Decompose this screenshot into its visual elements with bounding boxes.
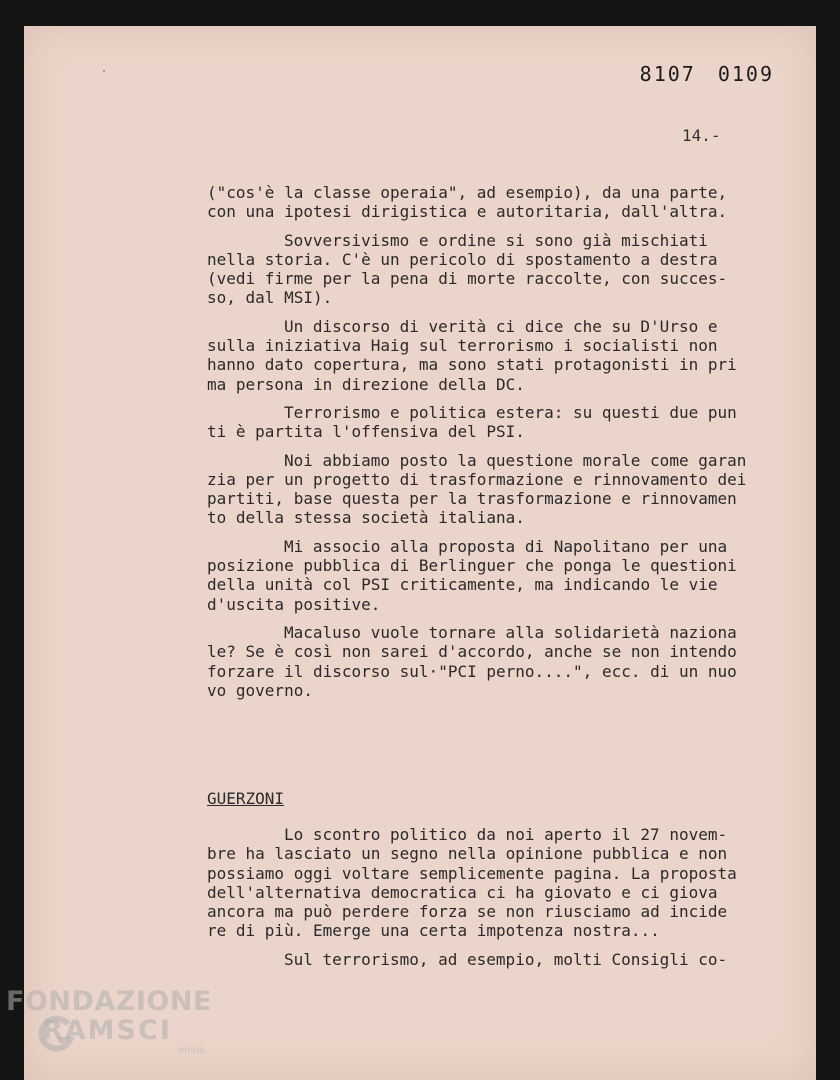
text-line: Un discorso di verità ci dice che su D'Urso e [284,316,718,336]
paragraph [207,231,747,308]
page-number: 14.- [682,126,721,145]
text-line: bre ha lasciato un segno nella opinione pubblica e non [207,844,728,864]
text-line: della unità col PSI criticamente, ma indicando le vie [207,575,718,595]
paragraph [207,317,747,394]
archive-stamp [640,62,774,86]
text-line: Lo scontro politico da noi aperto il 27 novem- [284,825,728,844]
text-line: con una ipotesi dirigistica e autoritaria, dall'altra. [207,202,728,222]
text-line: so, dal MSI). [207,288,333,308]
text-line: to della stessa società italiana. [207,508,525,528]
speaker-heading: GUERZONI [207,789,285,808]
text-line: le? Se è così non sarei d'accordo, anche se non intendo [207,642,737,662]
text-line: vo governo. [207,680,313,700]
text-line: Mi associo alla proposta di Napolitano per una [284,536,728,556]
text-line: ti è partita l'offensiva del PSI. [207,422,525,442]
text-line: Terrorismo e politica estera: su questi due pun [284,402,737,422]
stamp-left: 8107 [639,62,696,86]
text-line: ancora ma può perdere forza se non riusciamo ad incide [207,902,728,922]
body-text-top [207,183,747,709]
text-line: zia per un progetto di trasformazione e rinnovamento dei [207,469,747,489]
text-line: forzare il discorso sul·"PCI perno....", ecc. di un nuo [207,661,737,681]
text-line: posizione pubblica di Berlinguer che ponga le questioni [207,556,737,576]
logo-line-3: onlus [178,1045,205,1056]
text-line: Macaluso vuole tornare alla solidarietà naziona [284,622,737,642]
paragraph [207,950,747,969]
text-line: nella storia. C'è un pericolo di spostamento a destra [207,249,718,269]
text-line: Noi abbiamo posto la questione morale come garan [284,450,747,470]
paragraph [207,623,747,700]
text-line: d'uscita positive. [207,594,381,614]
fondazione-gramsci-logo [6,986,212,1056]
paragraph [207,183,747,222]
text-line: Sul terrorismo, ad esempio, molti Consigli co- [284,949,728,969]
text-line: hanno dato copertura, ma sono stati protagonisti in pri [207,355,737,375]
logo-line-1: FONDAZIONE [6,986,212,1017]
paper-speck [103,70,105,72]
text-line: sulla iniziativa Haig sul terrorismo i socialisti non [207,336,718,356]
paragraph [207,825,747,941]
logo-line-2: RAMSCI [42,1015,172,1046]
text-line: dell'alternativa democratica ci ha giovato e ci giova [207,882,718,902]
paragraph [207,537,747,614]
body-text-bottom [207,825,747,978]
paragraph [207,403,747,442]
text-line: ma persona in direzione della DC. [207,374,525,394]
stamp-right: 0109 [717,62,774,86]
text-line: ("cos'è la classe operaia", ad esempio), da una parte, [207,183,728,202]
text-line: partiti, base questa per la trasformazione e rinnovamen [207,489,737,509]
text-line: possiamo oggi voltare semplicemente pagina. La proposta [207,863,737,883]
logo-g-icon [36,1014,76,1054]
text-line: re di più. Emerge una certa impotenza nostra... [207,921,660,941]
text-line: Sovversivismo e ordine si sono già mischiati [284,230,708,250]
paragraph [207,451,747,528]
text-line: (vedi firme per la pena di morte raccolte, con succes- [207,269,728,289]
